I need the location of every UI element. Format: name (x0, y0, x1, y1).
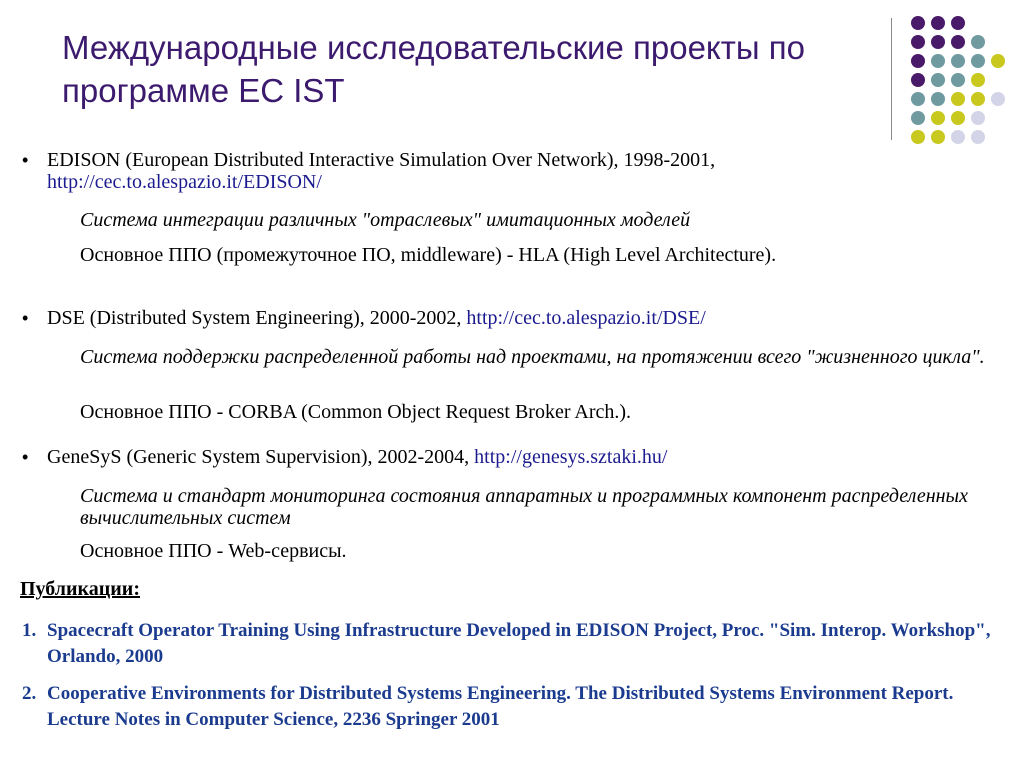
decor-dot (911, 54, 925, 68)
bullet-icon: • (22, 447, 29, 467)
project-edison-name (47, 149, 987, 193)
decor-dot (971, 111, 985, 125)
decor-dot (951, 73, 965, 87)
project-middleware: Основное ППО - Web-сервисы. (80, 540, 347, 562)
decor-dot (971, 130, 985, 144)
publications-heading: Публикации: (20, 578, 140, 600)
publication-item: Cooperative Environments for Distributed Systems Engineering. The Distributed Systems Environment Report. Lecture Notes in Computer Science, 2236 Springer 2001 (47, 683, 954, 730)
decor-dot (951, 130, 965, 144)
decor-dot (911, 73, 925, 87)
decor-dot (951, 54, 965, 68)
decor-dot (971, 73, 985, 87)
project-description: Система и стандарт мониторинга состояния аппаратных и программных компонент распределенных вычислительных систем (80, 485, 968, 529)
project-description: Система интеграции различных "отраслевых" имитационных моделей (80, 209, 691, 231)
publication-number: 1. (22, 620, 37, 641)
project-middleware: Основное ППО - CORBA (Common Object Request Broker Arch.). (80, 401, 632, 423)
decor-dot (931, 16, 945, 30)
project-link[interactable]: http://cec.to.alespazio.it/EDISON/ (47, 171, 322, 193)
decor-dot (911, 130, 925, 144)
project-name: DSE (Distributed System Engineering), 2000-2002, (47, 307, 462, 329)
decor-dot (931, 54, 945, 68)
decor-dot (931, 111, 945, 125)
publication-item: Spacecraft Operator Training Using Infrastructure Developed in EDISON Project, Proc. "Sim. Interop. Workshop", Orlando, 2000 (47, 620, 991, 667)
project-name: GeneSyS (Generic System Supervision), 2002-2004, (47, 446, 470, 468)
decor-dot (951, 92, 965, 106)
decor-dot (991, 54, 1005, 68)
project-name: EDISON (European Distributed Interactive Simulation Over Network), 1998-2001, (47, 149, 716, 171)
project-link[interactable]: http://cec.to.alespazio.it/DSE/ (466, 307, 706, 329)
project-description: Система поддержки распределенной работы над проектами, на протяжении всего "жизненного цикла". (80, 346, 985, 368)
publication-number: 2. (22, 683, 37, 704)
decor-dot (931, 92, 945, 106)
decor-dot (911, 35, 925, 49)
decor-dot (911, 92, 925, 106)
bullet-icon: • (22, 308, 29, 328)
project-dse-name (47, 307, 1007, 329)
decor-dot (931, 35, 945, 49)
decor-dot (971, 92, 985, 106)
decor-dot (931, 73, 945, 87)
decor-dot (991, 92, 1005, 106)
decor-dot (911, 16, 925, 30)
decorative-dots (0, 0, 1024, 150)
decor-dot (951, 35, 965, 49)
project-middleware: Основное ППО (промежуточное ПО, middleware) - HLA (High Level Architecture). (80, 244, 777, 266)
decor-dot (931, 130, 945, 144)
decor-dot (971, 35, 985, 49)
decor-dot (971, 54, 985, 68)
bullet-icon: • (22, 150, 29, 170)
decor-dot (951, 16, 965, 30)
slide-title: Международные исследовательские проекты по программе ЕС IST (62, 29, 805, 109)
project-link[interactable]: http://genesys.sztaki.hu/ (474, 446, 668, 468)
decor-dot (951, 111, 965, 125)
project-genesys-name (47, 446, 1007, 468)
decor-dot (911, 111, 925, 125)
